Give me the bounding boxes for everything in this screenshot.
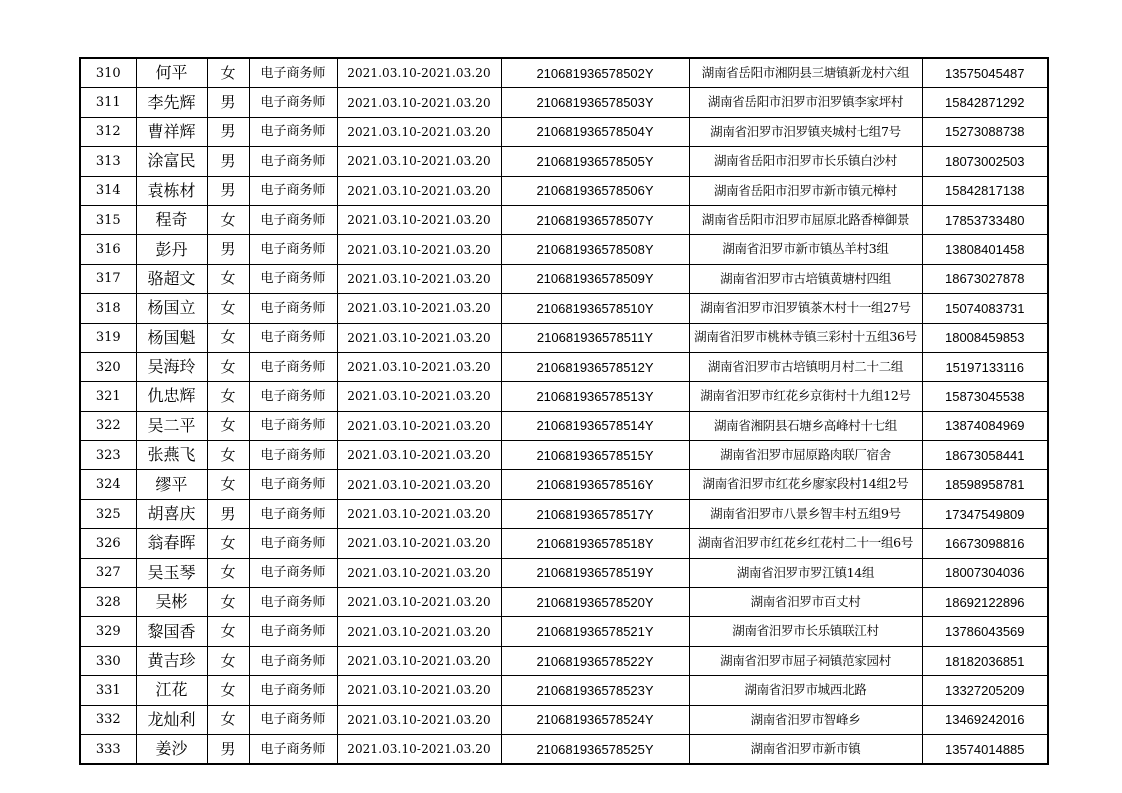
address-cell: 湖南省湘阴县石塘乡高峰村十七组 bbox=[689, 411, 922, 440]
training-period-cell: 2021.03.10-2021.03.20 bbox=[337, 529, 501, 558]
id-number-cell: 210681936578521Y bbox=[501, 617, 689, 646]
table-row bbox=[80, 734, 1048, 764]
occupation-cell: 电子商务师 bbox=[249, 558, 337, 587]
phone-cell: 15074083731 bbox=[922, 294, 1048, 323]
id-number-cell: 210681936578524Y bbox=[501, 705, 689, 734]
row-number: 319 bbox=[80, 323, 136, 352]
name-cell: 骆超文 bbox=[136, 264, 207, 293]
table-row bbox=[80, 558, 1048, 587]
id-number-cell: 210681936578512Y bbox=[501, 352, 689, 381]
row-number: 322 bbox=[80, 411, 136, 440]
id-number-cell: 210681936578515Y bbox=[501, 441, 689, 470]
occupation-cell: 电子商务师 bbox=[249, 88, 337, 117]
training-period-cell: 2021.03.10-2021.03.20 bbox=[337, 352, 501, 381]
address-cell: 湖南省岳阳市湘阴县三塘镇新龙村六组 bbox=[689, 58, 922, 88]
id-number-cell: 210681936578510Y bbox=[501, 294, 689, 323]
occupation-cell: 电子商务师 bbox=[249, 235, 337, 264]
phone-cell: 17853733480 bbox=[922, 205, 1048, 234]
table-row bbox=[80, 529, 1048, 558]
occupation-cell: 电子商务师 bbox=[249, 470, 337, 499]
gender-cell: 女 bbox=[207, 470, 249, 499]
occupation-cell: 电子商务师 bbox=[249, 117, 337, 146]
id-number-cell: 210681936578514Y bbox=[501, 411, 689, 440]
gender-cell: 女 bbox=[207, 294, 249, 323]
row-number: 333 bbox=[80, 734, 136, 764]
training-period-cell: 2021.03.10-2021.03.20 bbox=[337, 617, 501, 646]
id-number-cell: 210681936578509Y bbox=[501, 264, 689, 293]
id-number-cell: 210681936578507Y bbox=[501, 205, 689, 234]
address-cell: 湖南省汨罗市城西北路 bbox=[689, 676, 922, 705]
table-row bbox=[80, 294, 1048, 323]
table-row bbox=[80, 205, 1048, 234]
table-row bbox=[80, 58, 1048, 88]
gender-cell: 男 bbox=[207, 147, 249, 176]
training-period-cell: 2021.03.10-2021.03.20 bbox=[337, 382, 501, 411]
address-cell: 湖南省汨罗市屈原路肉联厂宿舍 bbox=[689, 441, 922, 470]
gender-cell: 女 bbox=[207, 352, 249, 381]
name-cell: 黎国香 bbox=[136, 617, 207, 646]
name-cell: 杨国立 bbox=[136, 294, 207, 323]
gender-cell: 男 bbox=[207, 235, 249, 264]
phone-cell: 13808401458 bbox=[922, 235, 1048, 264]
row-number: 314 bbox=[80, 176, 136, 205]
gender-cell: 女 bbox=[207, 441, 249, 470]
occupation-cell: 电子商务师 bbox=[249, 58, 337, 88]
gender-cell: 男 bbox=[207, 88, 249, 117]
occupation-cell: 电子商务师 bbox=[249, 705, 337, 734]
row-number: 325 bbox=[80, 499, 136, 528]
name-cell: 李先辉 bbox=[136, 88, 207, 117]
table-row bbox=[80, 676, 1048, 705]
training-period-cell: 2021.03.10-2021.03.20 bbox=[337, 88, 501, 117]
occupation-cell: 电子商务师 bbox=[249, 352, 337, 381]
row-number: 323 bbox=[80, 441, 136, 470]
training-period-cell: 2021.03.10-2021.03.20 bbox=[337, 734, 501, 764]
row-number: 315 bbox=[80, 205, 136, 234]
name-cell: 吴玉琴 bbox=[136, 558, 207, 587]
address-cell: 湖南省汨罗市红花乡京街村十九组12号 bbox=[689, 382, 922, 411]
row-number: 311 bbox=[80, 88, 136, 117]
phone-cell: 18673058441 bbox=[922, 441, 1048, 470]
training-period-cell: 2021.03.10-2021.03.20 bbox=[337, 205, 501, 234]
address-cell: 湖南省岳阳市汨罗市屈原北路香樟御景 bbox=[689, 205, 922, 234]
phone-cell: 13574014885 bbox=[922, 734, 1048, 764]
table-row bbox=[80, 352, 1048, 381]
phone-cell: 17347549809 bbox=[922, 499, 1048, 528]
row-number: 332 bbox=[80, 705, 136, 734]
training-period-cell: 2021.03.10-2021.03.20 bbox=[337, 470, 501, 499]
row-number: 320 bbox=[80, 352, 136, 381]
id-number-cell: 210681936578519Y bbox=[501, 558, 689, 587]
occupation-cell: 电子商务师 bbox=[249, 323, 337, 352]
name-cell: 何平 bbox=[136, 58, 207, 88]
table-row bbox=[80, 705, 1048, 734]
id-number-cell: 210681936578505Y bbox=[501, 147, 689, 176]
table-row bbox=[80, 382, 1048, 411]
occupation-cell: 电子商务师 bbox=[249, 499, 337, 528]
table-row bbox=[80, 88, 1048, 117]
row-number: 331 bbox=[80, 676, 136, 705]
training-period-cell: 2021.03.10-2021.03.20 bbox=[337, 676, 501, 705]
training-period-cell: 2021.03.10-2021.03.20 bbox=[337, 441, 501, 470]
training-period-cell: 2021.03.10-2021.03.20 bbox=[337, 705, 501, 734]
name-cell: 翁春晖 bbox=[136, 529, 207, 558]
table-row bbox=[80, 235, 1048, 264]
occupation-cell: 电子商务师 bbox=[249, 205, 337, 234]
occupation-cell: 电子商务师 bbox=[249, 617, 337, 646]
address-cell: 湖南省汨罗市新市镇 bbox=[689, 734, 922, 764]
gender-cell: 女 bbox=[207, 646, 249, 675]
address-cell: 湖南省汨罗市红花乡廖家段村14组2号 bbox=[689, 470, 922, 499]
gender-cell: 女 bbox=[207, 58, 249, 88]
phone-cell: 18073002503 bbox=[922, 147, 1048, 176]
name-cell: 江花 bbox=[136, 676, 207, 705]
address-cell: 湖南省汨罗市屈子祠镇范家园村 bbox=[689, 646, 922, 675]
occupation-cell: 电子商务师 bbox=[249, 734, 337, 764]
table-row bbox=[80, 176, 1048, 205]
training-period-cell: 2021.03.10-2021.03.20 bbox=[337, 176, 501, 205]
phone-cell: 18008459853 bbox=[922, 323, 1048, 352]
id-number-cell: 210681936578520Y bbox=[501, 588, 689, 617]
occupation-cell: 电子商务师 bbox=[249, 294, 337, 323]
table-row bbox=[80, 499, 1048, 528]
training-period-cell: 2021.03.10-2021.03.20 bbox=[337, 411, 501, 440]
occupation-cell: 电子商务师 bbox=[249, 411, 337, 440]
occupation-cell: 电子商务师 bbox=[249, 176, 337, 205]
phone-cell: 18007304036 bbox=[922, 558, 1048, 587]
table-row bbox=[80, 470, 1048, 499]
training-period-cell: 2021.03.10-2021.03.20 bbox=[337, 588, 501, 617]
occupation-cell: 电子商务师 bbox=[249, 264, 337, 293]
occupation-cell: 电子商务师 bbox=[249, 676, 337, 705]
row-number: 330 bbox=[80, 646, 136, 675]
phone-cell: 15873045538 bbox=[922, 382, 1048, 411]
row-number: 318 bbox=[80, 294, 136, 323]
gender-cell: 男 bbox=[207, 734, 249, 764]
gender-cell: 女 bbox=[207, 323, 249, 352]
phone-cell: 15842871292 bbox=[922, 88, 1048, 117]
id-number-cell: 210681936578511Y bbox=[501, 323, 689, 352]
training-period-cell: 2021.03.10-2021.03.20 bbox=[337, 499, 501, 528]
id-number-cell: 210681936578502Y bbox=[501, 58, 689, 88]
name-cell: 涂富民 bbox=[136, 147, 207, 176]
address-cell: 湖南省汨罗市古培镇黄塘村四组 bbox=[689, 264, 922, 293]
address-cell: 湖南省汨罗市桃林寺镇三彩村十五组36号 bbox=[689, 323, 922, 352]
address-cell: 湖南省汨罗市八景乡智丰村五组9号 bbox=[689, 499, 922, 528]
address-cell: 湖南省汨罗市古培镇明月村二十二组 bbox=[689, 352, 922, 381]
table-row bbox=[80, 441, 1048, 470]
phone-cell: 13469242016 bbox=[922, 705, 1048, 734]
occupation-cell: 电子商务师 bbox=[249, 382, 337, 411]
occupation-cell: 电子商务师 bbox=[249, 147, 337, 176]
id-number-cell: 210681936578525Y bbox=[501, 734, 689, 764]
row-number: 317 bbox=[80, 264, 136, 293]
training-period-cell: 2021.03.10-2021.03.20 bbox=[337, 235, 501, 264]
name-cell: 程奇 bbox=[136, 205, 207, 234]
gender-cell: 男 bbox=[207, 499, 249, 528]
phone-cell: 15273088738 bbox=[922, 117, 1048, 146]
table-row bbox=[80, 617, 1048, 646]
address-cell: 湖南省汨罗市汨罗镇夹城村七组7号 bbox=[689, 117, 922, 146]
row-number: 312 bbox=[80, 117, 136, 146]
table-row bbox=[80, 646, 1048, 675]
phone-cell: 13327205209 bbox=[922, 676, 1048, 705]
table-row bbox=[80, 588, 1048, 617]
gender-cell: 女 bbox=[207, 382, 249, 411]
phone-cell: 13575045487 bbox=[922, 58, 1048, 88]
phone-cell: 18673027878 bbox=[922, 264, 1048, 293]
row-number: 328 bbox=[80, 588, 136, 617]
id-number-cell: 210681936578518Y bbox=[501, 529, 689, 558]
roster-body bbox=[80, 58, 1048, 764]
name-cell: 缪平 bbox=[136, 470, 207, 499]
table-row bbox=[80, 323, 1048, 352]
gender-cell: 女 bbox=[207, 411, 249, 440]
row-number: 326 bbox=[80, 529, 136, 558]
name-cell: 姜沙 bbox=[136, 734, 207, 764]
address-cell: 湖南省汨罗市罗江镇14组 bbox=[689, 558, 922, 587]
table-row bbox=[80, 411, 1048, 440]
name-cell: 吴二平 bbox=[136, 411, 207, 440]
phone-cell: 13786043569 bbox=[922, 617, 1048, 646]
id-number-cell: 210681936578503Y bbox=[501, 88, 689, 117]
phone-cell: 13874084969 bbox=[922, 411, 1048, 440]
row-number: 329 bbox=[80, 617, 136, 646]
id-number-cell: 210681936578523Y bbox=[501, 676, 689, 705]
gender-cell: 女 bbox=[207, 205, 249, 234]
training-period-cell: 2021.03.10-2021.03.20 bbox=[337, 264, 501, 293]
gender-cell: 女 bbox=[207, 588, 249, 617]
gender-cell: 女 bbox=[207, 529, 249, 558]
address-cell: 湖南省汨罗市汨罗镇茶木村十一组27号 bbox=[689, 294, 922, 323]
name-cell: 黄吉珍 bbox=[136, 646, 207, 675]
gender-cell: 女 bbox=[207, 617, 249, 646]
gender-cell: 女 bbox=[207, 676, 249, 705]
table-row bbox=[80, 264, 1048, 293]
id-number-cell: 210681936578506Y bbox=[501, 176, 689, 205]
row-number: 310 bbox=[80, 58, 136, 88]
phone-cell: 18598958781 bbox=[922, 470, 1048, 499]
address-cell: 湖南省岳阳市汨罗市汨罗镇李家坪村 bbox=[689, 88, 922, 117]
gender-cell: 男 bbox=[207, 117, 249, 146]
training-period-cell: 2021.03.10-2021.03.20 bbox=[337, 147, 501, 176]
address-cell: 湖南省汨罗市智峰乡 bbox=[689, 705, 922, 734]
address-cell: 湖南省汨罗市新市镇丛羊村3组 bbox=[689, 235, 922, 264]
row-number: 313 bbox=[80, 147, 136, 176]
row-number: 327 bbox=[80, 558, 136, 587]
training-period-cell: 2021.03.10-2021.03.20 bbox=[337, 558, 501, 587]
training-period-cell: 2021.03.10-2021.03.20 bbox=[337, 117, 501, 146]
row-number: 324 bbox=[80, 470, 136, 499]
name-cell: 胡喜庆 bbox=[136, 499, 207, 528]
training-period-cell: 2021.03.10-2021.03.20 bbox=[337, 646, 501, 675]
occupation-cell: 电子商务师 bbox=[249, 646, 337, 675]
phone-cell: 16673098816 bbox=[922, 529, 1048, 558]
name-cell: 张燕飞 bbox=[136, 441, 207, 470]
occupation-cell: 电子商务师 bbox=[249, 441, 337, 470]
occupation-cell: 电子商务师 bbox=[249, 588, 337, 617]
trainee-roster-table bbox=[79, 57, 1049, 765]
gender-cell: 男 bbox=[207, 176, 249, 205]
phone-cell: 15197133116 bbox=[922, 352, 1048, 381]
name-cell: 杨国魁 bbox=[136, 323, 207, 352]
gender-cell: 女 bbox=[207, 705, 249, 734]
id-number-cell: 210681936578517Y bbox=[501, 499, 689, 528]
address-cell: 湖南省汨罗市百丈村 bbox=[689, 588, 922, 617]
id-number-cell: 210681936578508Y bbox=[501, 235, 689, 264]
name-cell: 吴彬 bbox=[136, 588, 207, 617]
phone-cell: 18182036851 bbox=[922, 646, 1048, 675]
table-row bbox=[80, 147, 1048, 176]
name-cell: 袁栋材 bbox=[136, 176, 207, 205]
training-period-cell: 2021.03.10-2021.03.20 bbox=[337, 323, 501, 352]
name-cell: 彭丹 bbox=[136, 235, 207, 264]
phone-cell: 18692122896 bbox=[922, 588, 1048, 617]
row-number: 316 bbox=[80, 235, 136, 264]
name-cell: 仇忠辉 bbox=[136, 382, 207, 411]
address-cell: 湖南省汨罗市红花乡红花村二十一组6号 bbox=[689, 529, 922, 558]
phone-cell: 15842817138 bbox=[922, 176, 1048, 205]
address-cell: 湖南省岳阳市汨罗市长乐镇白沙村 bbox=[689, 147, 922, 176]
table-row bbox=[80, 117, 1048, 146]
training-period-cell: 2021.03.10-2021.03.20 bbox=[337, 58, 501, 88]
row-number: 321 bbox=[80, 382, 136, 411]
id-number-cell: 210681936578516Y bbox=[501, 470, 689, 499]
gender-cell: 女 bbox=[207, 558, 249, 587]
occupation-cell: 电子商务师 bbox=[249, 529, 337, 558]
id-number-cell: 210681936578522Y bbox=[501, 646, 689, 675]
training-period-cell: 2021.03.10-2021.03.20 bbox=[337, 294, 501, 323]
id-number-cell: 210681936578513Y bbox=[501, 382, 689, 411]
name-cell: 吴海玲 bbox=[136, 352, 207, 381]
id-number-cell: 210681936578504Y bbox=[501, 117, 689, 146]
gender-cell: 女 bbox=[207, 264, 249, 293]
name-cell: 曹祥辉 bbox=[136, 117, 207, 146]
address-cell: 湖南省岳阳市汨罗市新市镇元樟村 bbox=[689, 176, 922, 205]
address-cell: 湖南省汨罗市长乐镇联江村 bbox=[689, 617, 922, 646]
name-cell: 龙灿利 bbox=[136, 705, 207, 734]
